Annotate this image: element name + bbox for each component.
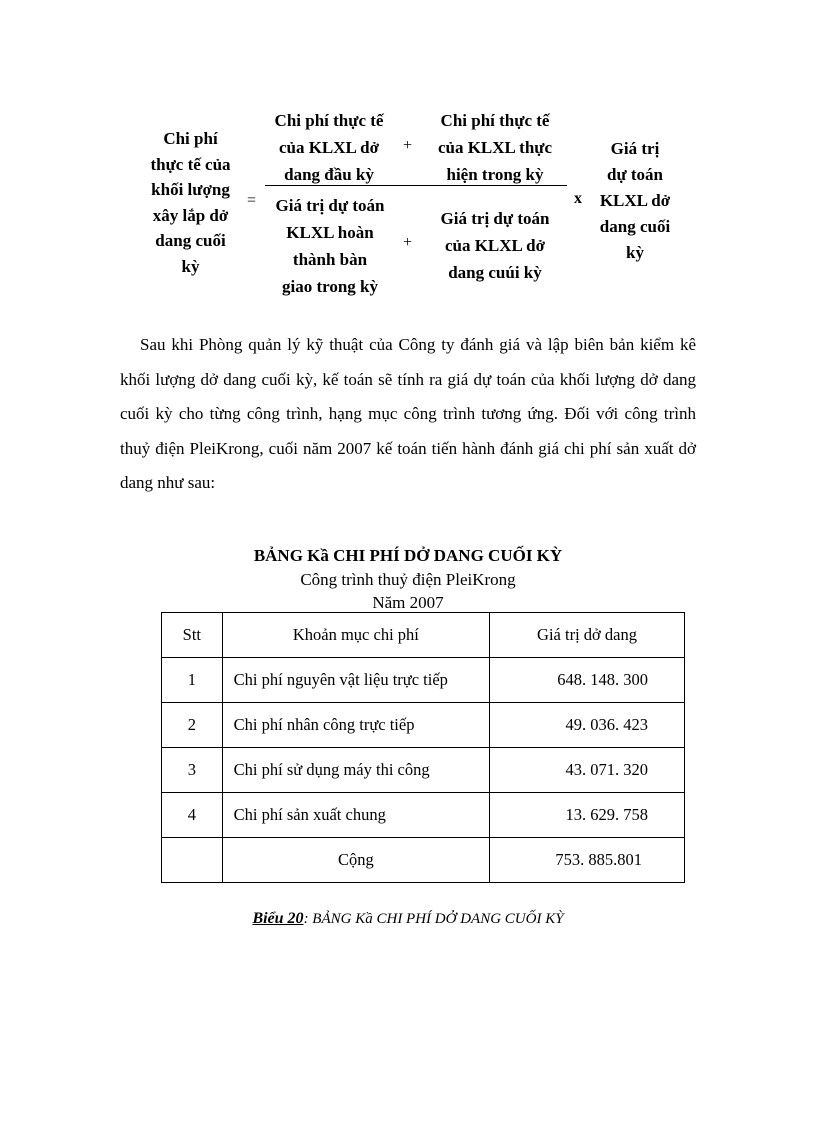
row-stt: 3 — [162, 748, 223, 793]
row-stt: 1 — [162, 658, 223, 703]
row-item: Chi phí sản xuất chung — [222, 793, 489, 838]
body-paragraph: Sau khi Phòng quản lý kỹ thuật của Công ty đánh giá và lập biên bản kiểm kê khối lượng dở dang cuối kỳ, kế toán sẽ tính ra giá dự toán của khối lượng dở dang cuối kỳ cho từng công trình, hạng mục công trình tương ứng. Đối với công trình thuỷ điện PleiKrong, cuối năm 2007 kế toán tiến hành đánh giá chi phí sản xuất dở dang như sau: — [120, 335, 696, 493]
cost-table — [161, 612, 685, 883]
caption-text: : BẢNG Kầ CHI PHÍ DỞ DANG CUỐI KỲ — [303, 911, 564, 927]
fraction-bar — [265, 185, 567, 186]
header-value: Giá trị dở dang — [490, 613, 685, 658]
row-stt: 4 — [162, 793, 223, 838]
header-item: Khoản mục chi phí — [222, 613, 489, 658]
caption-label: Biểu 20 — [252, 910, 304, 927]
table-title: BẢNG Kầ CHI PHÍ DỞ DANG CUỐI KỲ — [253, 546, 563, 565]
formula-times: x — [574, 190, 582, 207]
row-item: Chi phí sử dụng máy thi công — [222, 748, 489, 793]
formula-numerator-plus: + — [403, 137, 413, 154]
formula-equals: = — [247, 192, 257, 209]
header-stt: Stt — [162, 613, 223, 658]
table-row — [162, 658, 685, 703]
formula-numerator-b: Chi phí thực tế của KLXL thực hiện trong kỳ — [437, 111, 553, 184]
formula-denominator-plus: + — [403, 234, 413, 251]
formula-lhs: Chi phí thực tế của khối lượng xây lắp dở dang cuối kỳ — [150, 129, 231, 276]
row-stt: 2 — [162, 703, 223, 748]
total-value: 753. 885.801 — [490, 838, 685, 883]
row-item: Chi phí nhân công trực tiếp — [222, 703, 489, 748]
table-row — [162, 748, 685, 793]
formula-denominator-b: Giá trị dự toán của KLXL dở dang cuúi kỳ — [440, 209, 550, 282]
formula-denominator-a: Giá trị dự toán KLXL hoàn thành bàn giao trong kỳ — [275, 196, 385, 296]
table-header-row — [162, 613, 685, 658]
row-item: Chi phí nguyên vật liệu trực tiếp — [222, 658, 489, 703]
formula-rhs: Giá trị dự toán KLXL dở dang cuối kỳ — [599, 139, 671, 262]
table-caption — [0, 910, 816, 928]
row-value: 49. 036. 423 — [490, 703, 685, 748]
row-value: 13. 629. 758 — [490, 793, 685, 838]
table-total-row — [162, 838, 685, 883]
table-row — [162, 703, 685, 748]
row-value: 648. 148. 300 — [490, 658, 685, 703]
formula-numerator-a: Chi phí thực tế của KLXL dở dang đầu kỳ — [274, 111, 384, 184]
table-subtitle: Công trình thuỷ điện PleiKrong — [300, 570, 516, 589]
total-label: Cộng — [222, 838, 489, 883]
table-row — [162, 793, 685, 838]
total-stt-empty — [162, 838, 223, 883]
row-value: 43. 071. 320 — [490, 748, 685, 793]
table-year: Năm 2007 — [372, 593, 444, 612]
